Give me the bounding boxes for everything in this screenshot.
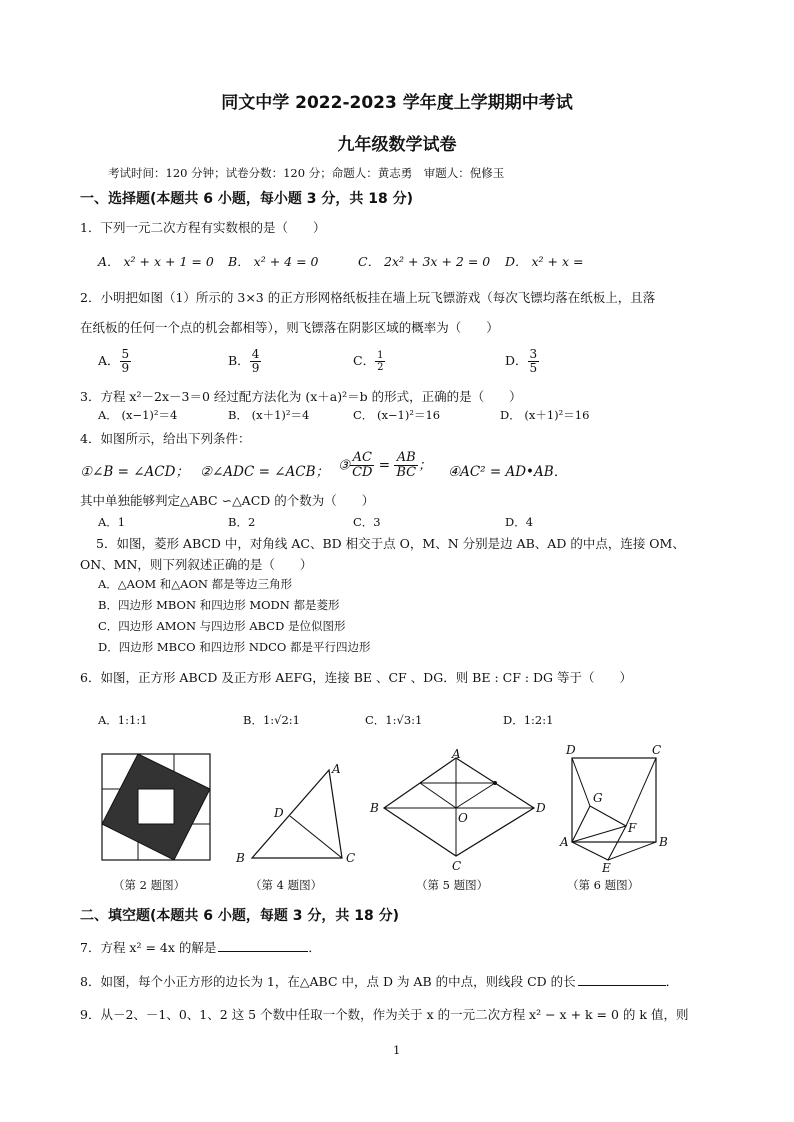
- question-3-stem: 3．方程 x²－2x－3＝0 经过配方法化为 (x＋a)²＝b 的形式，正确的是（ ）: [80, 389, 522, 404]
- label-a: A: [452, 748, 461, 761]
- square-aefg: [572, 806, 626, 860]
- question-8: 8．如图，每个小正方形的边长为 1，在△ABC 中，点 D 为 AB 的中点，则线段 CD 的长 ．: [80, 974, 679, 989]
- label-b: B: [659, 835, 668, 849]
- question-5-option-c: C．四边形 AMON 与四边形 ABCD 是位似图形: [98, 619, 346, 633]
- segment-on: [456, 783, 495, 808]
- question-7: 7．方程 x² = 4x 的解是 ．: [80, 940, 321, 955]
- exam-info: 考试时间：120 分钟；试卷分数：120 分；命题人：黄志勇 审题人：倪修玉: [108, 166, 505, 180]
- question-2-line-2: 在纸板的任何一个点的机会都相等），则飞镖落在阴影区域的概率为（ ）: [80, 320, 499, 335]
- question-3-option-a: A． (x−1)²＝4: [98, 408, 178, 422]
- question-1-stem: 1．下列一元二次方程有实数根的是（ ）: [80, 220, 326, 235]
- question-2-line-1: 2．小明把如图（1）所示的 3×3 的正方形网格纸板挂在墙上玩飞镖游戏（每次飞镖均落在纸板上，且落: [80, 290, 656, 305]
- question-4-ask: 其中单独能够判定△ABC ∽△ACD 的个数为（ ）: [80, 493, 375, 508]
- answer-blank[interactable]: [578, 985, 666, 986]
- question-5-option-b: B．四边形 MBON 和四边形 MODN 都是菱形: [98, 598, 340, 612]
- figure-5-caption: （第 5 题图）: [416, 878, 489, 892]
- question-4-option-d: D．4: [505, 515, 534, 529]
- figure-2-caption: （第 2 题图）: [113, 878, 186, 892]
- question-4-stem: 4．如图所示，给出下列条件：: [80, 431, 251, 446]
- question-9: 9．从－2、－1、0、1、2 这 5 个数中任取一个数，作为关于 x 的一元二次方程 x² − x + k = 0 的 k 值，则: [80, 1007, 689, 1022]
- question-5-line-1: 5．如图，菱形 ABCD 中，对角线 AC、BD 相交于点 O，M、N 分别是边 AB、AD 的中点，连接 OM、: [96, 536, 685, 551]
- segment-om: [420, 783, 456, 808]
- question-5-line-2: ON、MN，则下列叙述正确的是（ ）: [80, 557, 313, 572]
- question-2-option-a: A． $\frac{5}{9}$: [98, 347, 130, 376]
- label-b: B: [370, 801, 379, 815]
- triangle-abc: [252, 770, 342, 858]
- question-4-option-c: C．3: [353, 515, 381, 529]
- question-5-option-d: D．四边形 MBCO 和四边形 NDCO 都是平行四边形: [98, 640, 371, 654]
- label-f: F: [628, 821, 637, 835]
- answer-blank[interactable]: [218, 951, 308, 952]
- diagonal-af: [572, 826, 626, 842]
- segment-cf: [626, 758, 656, 826]
- label-a: A: [560, 835, 569, 849]
- figure-2-grid: [100, 752, 212, 862]
- question-3-option-d: D． (x＋1)²＝16: [500, 408, 590, 422]
- question-6-option-b: B．1:√2:1: [243, 713, 300, 727]
- segment-be: [608, 842, 656, 860]
- question-4-condition-3: ③ $\frac{AC}{CD}$ = $\frac{AB}{BC}$ ；: [338, 450, 432, 481]
- label-a: A: [332, 762, 341, 776]
- section-heading-fill: 二、填空题(本题共 6 小题，每题 3 分，共 18 分): [80, 908, 400, 924]
- question-3-option-b: B． (x＋1)²＝4: [228, 408, 310, 422]
- label-e: E: [602, 861, 611, 874]
- question-1-option-c: C． 2x² + 3x + 2 = 0: [358, 254, 491, 269]
- question-2-option-c: C． $\frac{1}{2}$: [353, 350, 384, 373]
- question-4-condition-2: ②∠ADC = ∠ACB；: [200, 464, 330, 480]
- inner-white-square: [138, 789, 174, 824]
- question-1-option-a: A． x² + x + 1 = 0: [98, 254, 214, 269]
- segment-dg: [572, 758, 590, 806]
- question-1-option-d: D． x² + x =: [505, 254, 584, 269]
- label-c: C: [452, 859, 462, 873]
- exam-subtitle: 九年级数学试卷: [337, 135, 457, 155]
- section-heading-choice: 一、选择题(本题共 6 小题，每小题 3 分，共 18 分): [80, 191, 414, 207]
- figure-6-squares: [556, 742, 676, 874]
- rhombus-abcd: [384, 758, 534, 856]
- question-4-condition-4: ④AC² = AD•AB．: [448, 464, 568, 480]
- figure-4-triangle: [232, 758, 372, 870]
- question-2-option-b: B． $\frac{4}{9}$: [228, 347, 260, 376]
- figure-6-caption: （第 6 题图）: [567, 878, 640, 892]
- question-6-option-c: C．1:√3:1: [365, 713, 423, 727]
- label-c: C: [652, 743, 662, 757]
- question-1-option-b: B． x² + 4 = 0: [228, 254, 319, 269]
- question-3-option-c: C． (x−1)²＝16: [353, 408, 441, 422]
- label-b: B: [236, 851, 245, 865]
- exam-title: 同文中学 2022-2023 学年度上学期期中考试: [221, 93, 573, 113]
- question-6-stem: 6．如图，正方形 ABCD 及正方形 AEFG，连接 BE 、CF 、DG．则 BE : CF : DG 等于（ ）: [80, 670, 633, 685]
- question-4-option-a: A．1: [98, 515, 126, 529]
- point-n: [493, 781, 497, 785]
- question-2-option-d: D． $\frac{3}{5}$: [505, 347, 538, 376]
- label-d: D: [274, 806, 284, 820]
- question-6-option-d: D．1:2:1: [503, 713, 554, 727]
- label-d: D: [536, 801, 546, 815]
- segment-cd: [290, 816, 342, 858]
- question-5-option-a: A．△AOM 和△AON 都是等边三角形: [98, 577, 293, 591]
- figure-4-caption: （第 4 题图）: [250, 878, 323, 892]
- label-o: O: [458, 811, 468, 825]
- question-4-condition-1: ①∠B = ∠ACD；: [80, 464, 189, 480]
- figure-5-rhombus: [366, 748, 546, 873]
- label-c: C: [346, 851, 356, 865]
- label-g: G: [593, 791, 603, 805]
- label-d: D: [566, 743, 576, 757]
- page-number: 1: [393, 1043, 401, 1057]
- question-6-option-a: A．1:1:1: [98, 713, 148, 727]
- question-4-option-b: B．2: [228, 515, 256, 529]
